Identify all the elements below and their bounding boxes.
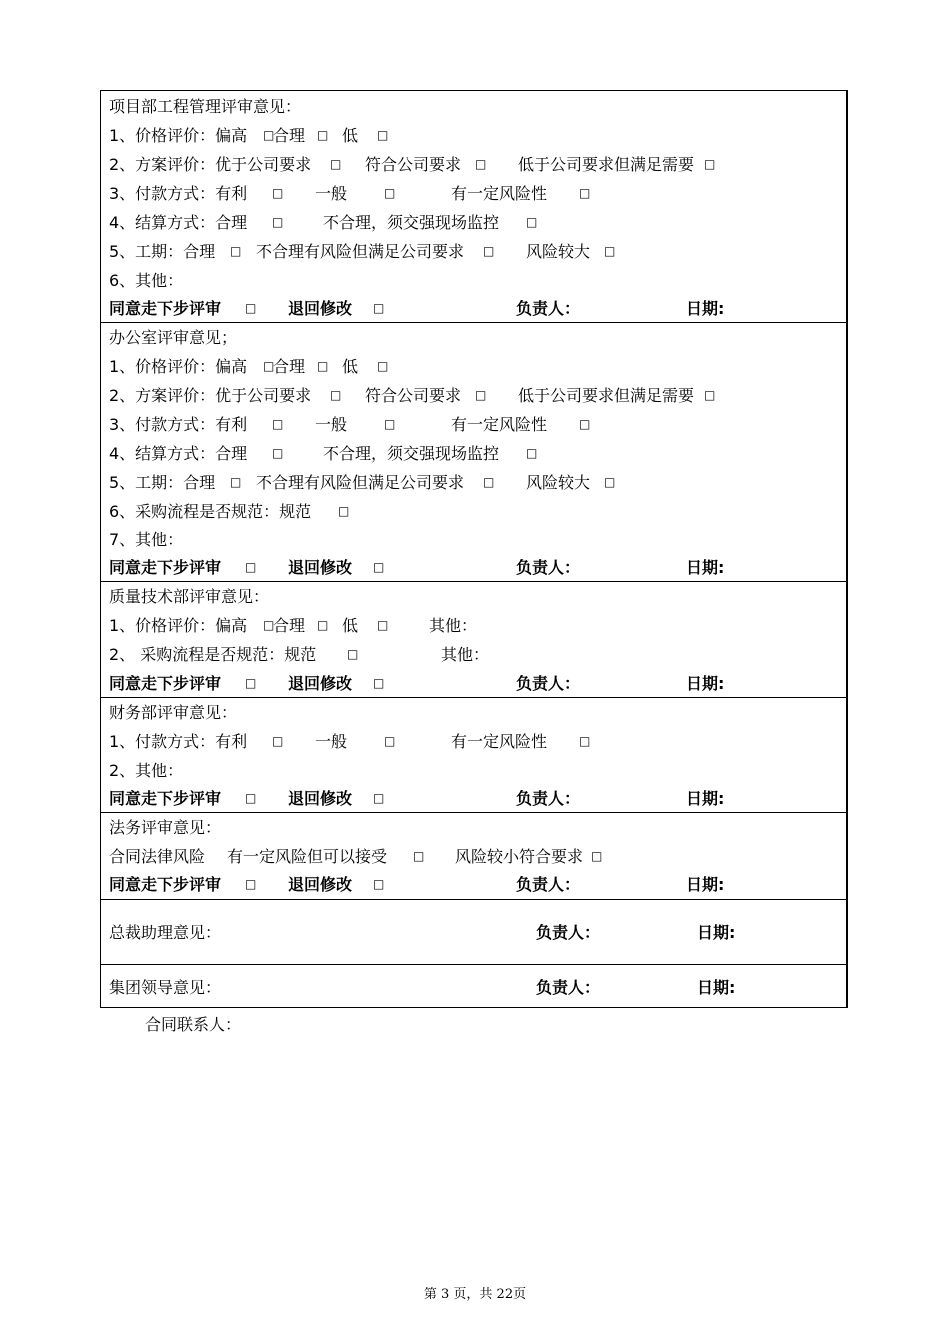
date-label: 日期: <box>697 978 736 997</box>
payment-method-row: 1、付款方式：有利 □ 一般 □ 有一定风险性 □ <box>109 727 846 756</box>
checkbox-plan-below[interactable]: □ <box>704 388 716 402</box>
checkbox-return[interactable]: □ <box>373 560 385 574</box>
checkbox-period-meets[interactable]: □ <box>483 475 495 489</box>
section-title: 项目部工程管理评审意见： <box>109 97 302 116</box>
checkbox-plan-below[interactable]: □ <box>704 157 716 171</box>
date-label: 日期: <box>686 789 725 808</box>
checkbox-approve[interactable]: □ <box>245 676 257 690</box>
checkbox-procurement-standard[interactable]: □ <box>338 504 350 518</box>
checkbox-pay-favorable[interactable]: □ <box>272 417 284 431</box>
price-evaluation-row: 1、价格评价：偏高 □ 合理 □ 低 □ <box>109 121 846 150</box>
project-dept-section <box>101 91 846 323</box>
section-title: 集团领导意见： <box>109 978 222 997</box>
checkbox-plan-better[interactable]: □ <box>330 388 342 402</box>
legal-risk-row: 合同法律风险 有一定风险但可以接受 □ 风险较小符合要求 □ <box>109 842 846 871</box>
checkbox-price-high[interactable]: □ <box>263 618 275 632</box>
owner-label: 负责人： <box>516 558 581 577</box>
checkbox-risk-low[interactable]: □ <box>591 849 603 863</box>
plan-evaluation-row: 2、方案评价：优于公司要求 □ 符合公司要求 □ 低于公司要求但满足需要 □ <box>109 381 846 410</box>
price-evaluation-row: 1、价格评价：偏高 □ 合理 □ 低 □ 其他： <box>109 611 846 640</box>
section-title: 财务部评审意见： <box>109 703 238 722</box>
checkbox-pay-risk[interactable]: □ <box>579 734 591 748</box>
checkbox-price-low[interactable]: □ <box>377 359 389 373</box>
legal-section <box>101 813 846 900</box>
date-label: 日期: <box>697 923 736 942</box>
checkbox-return[interactable]: □ <box>373 877 385 891</box>
payment-method-row: 3、付款方式：有利 □ 一般 □ 有一定风险性 □ <box>109 410 846 439</box>
owner-label: 负责人： <box>516 875 581 894</box>
period-row: 5、工期：合理 □ 不合理有风险但满足公司要求 □ 风险较大 □ <box>109 237 846 266</box>
checkbox-settle-unreasonable[interactable]: □ <box>526 446 538 460</box>
period-row: 5、工期：合理 □ 不合理有风险但满足公司要求 □ 风险较大 □ <box>109 468 846 497</box>
approval-row: 同意走下步评审 □ 退回修改 □ 负责人： 日期: <box>109 784 846 813</box>
date-label: 日期: <box>686 558 725 577</box>
page-number: 第 3 页，共 22页 <box>423 1287 527 1302</box>
checkbox-pay-normal[interactable]: □ <box>384 417 396 431</box>
checkbox-approve[interactable]: □ <box>245 301 257 315</box>
procurement-row: 2、 采购流程是否规范：规范 □ 其他： <box>109 640 846 669</box>
checkbox-procurement-standard[interactable]: □ <box>347 647 359 661</box>
president-assistant-section <box>101 900 846 965</box>
office-section <box>101 323 846 582</box>
price-evaluation-row: 1、价格评价：偏高 □ 合理 □ 低 □ <box>109 352 846 381</box>
checkbox-approve[interactable]: □ <box>245 560 257 574</box>
approval-row: 同意走下步评审 □ 退回修改 □ 负责人： 日期: <box>109 294 846 323</box>
checkbox-pay-risk[interactable]: □ <box>579 186 591 200</box>
owner-label: 负责人： <box>516 674 581 693</box>
settlement-method-row: 4、结算方式：合理 □ 不合理，须交强现场监控 □ <box>109 439 846 468</box>
checkbox-price-reasonable[interactable]: □ <box>317 359 329 373</box>
approval-row: 同意走下步评审 □ 退回修改 □ 负责人： 日期: <box>109 669 846 698</box>
group-leader-section <box>101 965 846 1009</box>
review-form-table <box>100 90 848 1008</box>
checkbox-price-high[interactable]: □ <box>263 128 275 142</box>
checkbox-period-risk[interactable]: □ <box>604 475 616 489</box>
other-label: 7、其他： <box>109 530 184 549</box>
approval-row: 同意走下步评审 □ 退回修改 □ 负责人： 日期: <box>109 553 846 582</box>
procurement-row: 6、采购流程是否规范：规范 □ <box>109 497 846 526</box>
section-title: 质量技术部评审意见： <box>109 587 270 606</box>
settlement-method-row: 4、结算方式：合理 □ 不合理，须交强现场监控 □ <box>109 208 846 237</box>
approval-row: 同意走下步评审 □ 退回修改 □ 负责人： 日期: <box>109 870 846 899</box>
checkbox-price-reasonable[interactable]: □ <box>317 618 329 632</box>
checkbox-settle-unreasonable[interactable]: □ <box>526 215 538 229</box>
owner-label: 负责人： <box>536 978 601 997</box>
checkbox-approve[interactable]: □ <box>245 877 257 891</box>
checkbox-period-risk[interactable]: □ <box>604 244 616 258</box>
checkbox-return[interactable]: □ <box>373 676 385 690</box>
finance-section <box>101 698 846 813</box>
date-label: 日期: <box>686 674 725 693</box>
section-title: 办公室评审意见； <box>109 328 238 347</box>
checkbox-period-meets[interactable]: □ <box>483 244 495 258</box>
contract-contact-label: 合同联系人： <box>145 1015 242 1034</box>
checkbox-pay-normal[interactable]: □ <box>384 186 396 200</box>
checkbox-return[interactable]: □ <box>373 791 385 805</box>
owner-label: 负责人： <box>516 299 581 318</box>
section-title: 总裁助理意见： <box>109 923 222 942</box>
checkbox-pay-favorable[interactable]: □ <box>272 186 284 200</box>
checkbox-price-high[interactable]: □ <box>263 359 275 373</box>
checkbox-pay-normal[interactable]: □ <box>384 734 396 748</box>
other-label: 6、其他： <box>109 271 184 290</box>
checkbox-period-reasonable[interactable]: □ <box>230 244 242 258</box>
checkbox-pay-favorable[interactable]: □ <box>272 734 284 748</box>
other-label: 2、其他： <box>109 761 184 780</box>
checkbox-plan-meets[interactable]: □ <box>475 157 487 171</box>
date-label: 日期: <box>686 299 725 318</box>
section-title: 法务评审意见： <box>109 818 222 837</box>
plan-evaluation-row: 2、方案评价：优于公司要求 □ 符合公司要求 □ 低于公司要求但满足需要 □ <box>109 150 846 179</box>
checkbox-price-low[interactable]: □ <box>377 128 389 142</box>
checkbox-price-reasonable[interactable]: □ <box>317 128 329 142</box>
owner-label: 负责人： <box>536 923 601 942</box>
checkbox-settle-reasonable[interactable]: □ <box>272 446 284 460</box>
checkbox-period-reasonable[interactable]: □ <box>230 475 242 489</box>
checkbox-pay-risk[interactable]: □ <box>579 417 591 431</box>
checkbox-approve[interactable]: □ <box>245 791 257 805</box>
owner-label: 负责人： <box>516 789 581 808</box>
group-leader-row <box>109 973 846 1002</box>
checkbox-return[interactable]: □ <box>373 301 385 315</box>
quality-section <box>101 582 846 698</box>
assistant-row <box>109 918 846 947</box>
checkbox-settle-reasonable[interactable]: □ <box>272 215 284 229</box>
date-label: 日期: <box>686 875 725 894</box>
checkbox-risk-acceptable[interactable]: □ <box>413 849 425 863</box>
payment-method-row: 3、付款方式：有利 □ 一般 □ 有一定风险性 □ <box>109 179 846 208</box>
checkbox-plan-better[interactable]: □ <box>330 157 342 171</box>
checkbox-plan-meets[interactable]: □ <box>475 388 487 402</box>
checkbox-price-low[interactable]: □ <box>377 618 389 632</box>
